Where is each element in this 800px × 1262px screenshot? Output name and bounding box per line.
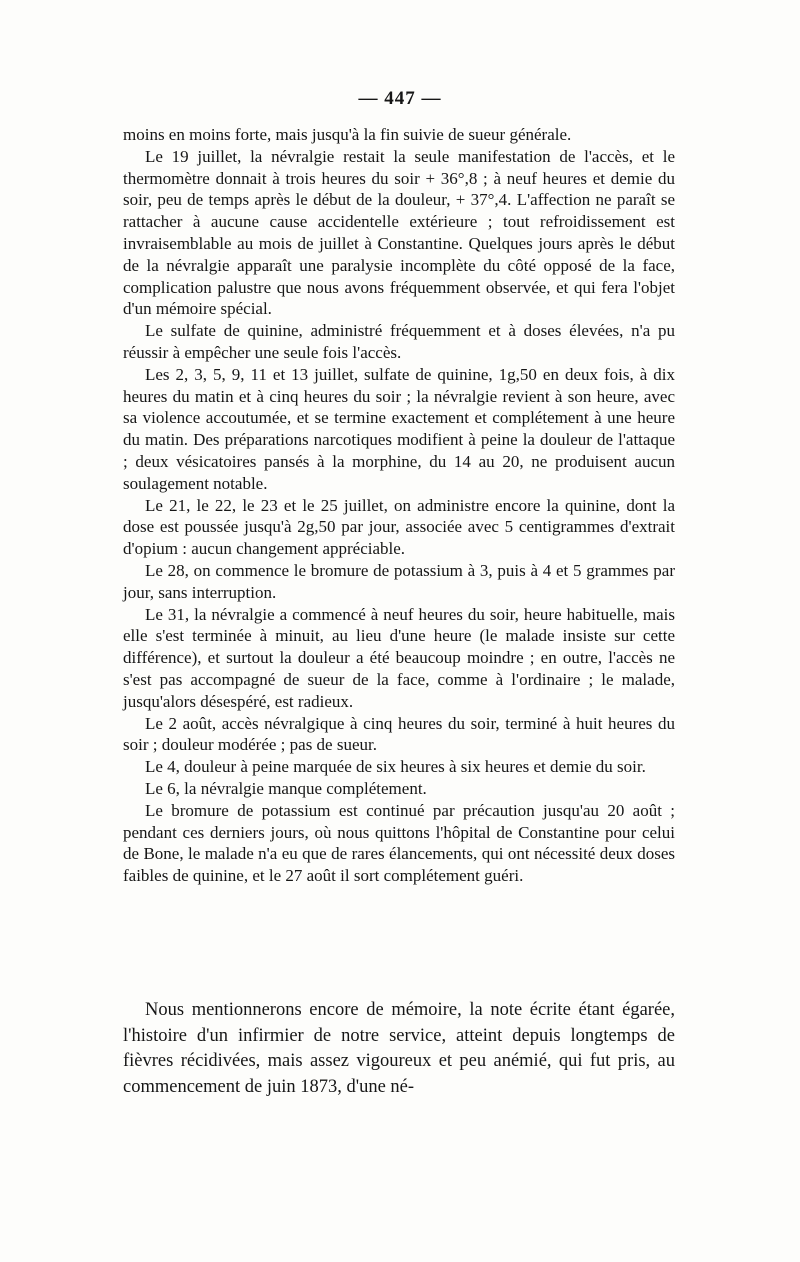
paragraph: Le 21, le 22, le 23 et le 25 juillet, on administre encore la quinine, dont la dose est poussée jusqu'à 2g,50 par jour, associée avec 5 centigrammes d'extrait d'opium : aucun changement appréciable. <box>123 495 675 559</box>
paragraph: Le sulfate de quinine, administré fréquemment et à doses élevées, n'a pu réussir à empêcher une seule fois l'accès. <box>123 321 675 362</box>
paragraph: Les 2, 3, 5, 9, 11 et 13 juillet, sulfate de quinine, 1g,50 en deux fois, à dix heures du matin et à cinq heures du soir ; la névralgie revient à son heure, avec sa violence accoutumée, et se termine exactement et complétement à une heure du matin. Des préparations narcotiques modifient à peine la douleur de l'attaque ; deux vésicatoires pansés à la morphine, du 14 au 20, ne produisent aucun soulagement notable. <box>123 364 675 493</box>
body-text <box>123 124 675 887</box>
paragraph: Le 6, la névralgie manque complétement. <box>145 778 427 798</box>
paragraph: Nous mentionnerons encore de mémoire, la note écrite étant égarée, l'histoire d'un infirmier de notre service, atteint depuis longtemps de fièvres récidivées, mais assez vigoureux et peu anémié, qui fut pris, au commencement de juin 1873, d'une né- <box>123 1000 675 1097</box>
closing-text <box>123 998 675 1100</box>
paragraph: Le 28, on commence le bromure de potassium à 3, puis à 4 et 5 grammes par jour, sans interruption. <box>123 560 675 602</box>
paragraph: Le bromure de potassium est continué par précaution jusqu'au 20 août ; pendant ces derniers jours, où nous quittons l'hôpital de Constantine pour celui de Bone, le malade n'a eu que de rares élancements, qui ont nécessité deux doses faibles de quinine, et le 27 août il sort complétement guéri. <box>123 800 675 886</box>
paragraph: Le 2 août, accès névralgique à cinq heures du soir, terminé à huit heures du soir ; douleur modérée ; pas de sueur. <box>123 713 675 755</box>
page-number: — 447 — <box>358 88 442 109</box>
paragraph: moins en moins forte, mais jusqu'à la fin suivie de sueur générale. <box>123 125 572 144</box>
paragraph: Le 19 juillet, la névralgie restait la seule manifestation de l'accès, et le thermomètre donnait à trois heures du soir + 36°,8 ; à neuf heures et demie du soir, peu de temps après le début de la douleur, + 37°,4. L'affection ne paraît se rattacher à aucune cause accidentelle extérieure ; tout refroidissement est invraisemblable au mois de juillet à Constantine. Quelques jours après le début de la névralgie apparaît une paralysie incomplète du côté opposé de la face, complication palustre que nous avons fréquemment observée, et qui fera l'objet d'un mémoire spécial. <box>123 146 675 319</box>
paragraph: Le 4, douleur à peine marquée de six heures à six heures et demie du soir. <box>145 757 646 777</box>
paragraph: Le 31, la névralgie a commencé à neuf heures du soir, heure habituelle, mais elle s'est terminée à minuit, au lieu d'une heure (le malade insiste sur cette différence), et surtout la douleur a été beaucoup moindre ; en outre, l'accès ne s'est pas accompagné de sueur de la face, comme à l'ordinaire ; le malade, jusqu'alors désespéré, est radieux. <box>123 604 675 711</box>
